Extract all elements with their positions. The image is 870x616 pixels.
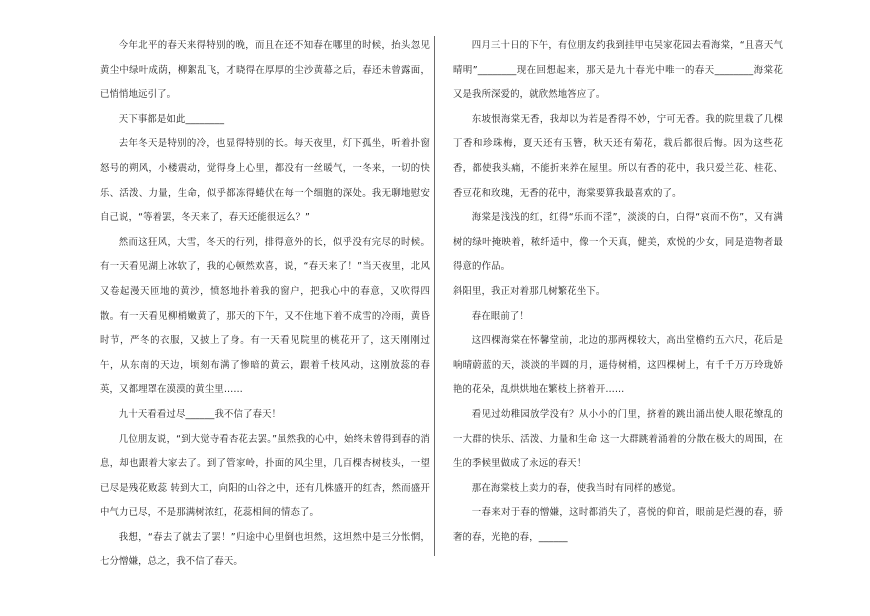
paragraph: 一春来对于春的憎嫌，这时都消失了，喜悦的仰首，眼前是烂漫的春，骄奢的春，光艳的春，______ [453, 507, 783, 543]
paragraph: 天下事都是如此________ [118, 113, 225, 125]
paragraph: 看见过幼稚园放学没有？从小小的门里，挤着的跳出涌出使人眼花缭乱的一大群的快乐、活泼、力量和生命 这一大群跳着涌着的分散在极大的周围，在生的季候里做成了永远的春天！ [453, 408, 783, 470]
column-divider [434, 36, 435, 556]
right-column [453, 34, 783, 550]
paragraph: 那在海棠枝上卖力的春，使我当时有同样的感觉。 [471, 482, 682, 494]
paragraph: 几位朋友说，“到大觉寺看杏花去罢。”虽然我的心中，始终未曾得到春的消息，却也跟着大家去了。到了管家岭，扑面的风尘里，几百棵杏树枝头，一望已尽是残花败蕊 转到大工，向阳的山谷之中，还有几株盛开的红杏，然而盛开中气力已尽，不是那满树浓红，花蕊相间的情态了。 [100, 433, 430, 519]
paragraph: 去年冬天是特别的冷，也显得特别的长。每天夜里，灯下孤坐，听着扑窗怒号的朔风，小楼震动，觉得身上心里，都没有一丝暖气，一冬来，一切的快乐、活泼、力量，生命，似乎都冻得蜷伏在每一个细胞的深处。我无聊地慰安自己说，“等着罢，冬天来了，春天还能很远么？” [100, 138, 430, 224]
paragraph: 今年北平的春天来得特别的晚，而且在还不知春在哪里的时候，抬头忽见黄尘中绿叶成荫，柳絮乱飞，才晓得在厚厚的尘沙黄幕之后，春还未曾露面，已悄悄地远引了。 [100, 40, 430, 101]
paragraph: 海棠是浅浅的红，红得“乐而不淫”，淡淡的白，白得“哀而不伤”，又有满树的绿叶掩映着，秾纤适中，像一个天真，健美，欢悦的少女，同是造物者最得意的作品。 [453, 212, 783, 273]
paragraph: 春在眼前了！ [471, 310, 529, 322]
paragraph: 这四棵海棠在怀馨堂前，北边的那两棵较大，高出堂檐约五六尺，花后是响晴蔚蓝的天，淡淡的半圆的月，遥侍树梢，这四棵树上，有千千万万玲珑娇艳的花朵，乱烘烘地在繁枝上挤着开…… [453, 335, 783, 396]
paragraph: 九十天看看过尽______我不信了春天！ [118, 408, 282, 420]
paragraph: 我想，“春去了就去了罢！”归途中心里倒也坦然，这坦然中是三分怅惘，七分憎嫌，总之，我不信了春天。 [100, 531, 430, 568]
paragraph: 斜阳里，我正对着那几树繁花坐下。 [453, 285, 606, 297]
paragraph: 四月三十日的下午，有位朋友约我到挂甲屯吴家花园去看海棠，“且喜天气晴明”________现在回想起来，那天是九十春光中唯一的春天________海棠花又是我所深爱的，就欣然地答应了。 [453, 40, 783, 101]
paragraph: 然而这狂风，大雪，冬天的行列，排得意外的长，似乎没有完尽的时候。有一天看见湖上冰软了，我的心顿然欢喜，说，“春天来了！”当天夜里，北风又卷起漫天匝地的黄沙，愤怒地扑着我的窗户，把我心中的春意，又吹得四散。有一天看见柳梢嫩黄了，那天的下午，又不住地下着不成雪的冷雨，黄昏时节，严冬的衣服，又披上了身。有一天看见院里的桃花开了，这天刚刚过午，从东南的天边，顷刻布满了惨暗的黄云，跟着千枝风动，这刚放蕊的春英，又都埋罩在漠漠的黄尘里…… [100, 236, 430, 396]
left-column [100, 34, 430, 575]
paragraph: 东坡恨海棠无香，我却以为若是香得不妙，宁可无香。我的院里栽了几棵丁香和珍珠梅，夏天还有玉簪，秋天还有菊花，栽后都很后悔。因为这些花香，都使我头痛，不能折来养在屋里。所以有香的花中，我只爱兰花、桂花、香豆花和玫瑰，无香的花中，海棠要算我最喜欢的了。 [453, 113, 783, 199]
